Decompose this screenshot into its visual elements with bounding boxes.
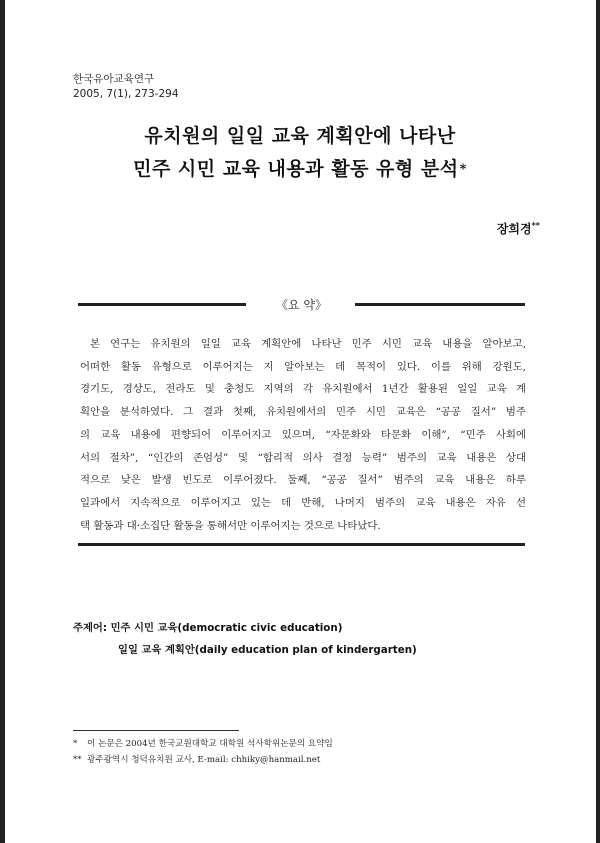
journal-citation: 2005, 7(1), 273-294 <box>73 88 179 100</box>
footnote <box>73 737 333 753</box>
title-line-2-text: 민주 시민 교육 내용과 활동 유형 분석 <box>133 158 459 180</box>
footnote-mark: ** <box>73 754 82 765</box>
title-footnote-mark: * <box>459 162 467 177</box>
footnote-rule <box>73 730 239 731</box>
keyword-1: 민주 시민 교육(democratic civic education) <box>110 622 343 634</box>
abstract-body <box>80 333 526 537</box>
abstract-line: 어떠한 활동 유형으로 이루어지는 지 알아보는 데 목적이 있다. 이를 위해 강원도, <box>80 360 526 373</box>
keywords <box>73 617 417 661</box>
keyword-2: 일일 교육 계획안(daily education plan of kindergarten) <box>118 644 417 656</box>
abstract-heading <box>78 296 525 312</box>
abstract-line: 택 활동과 대·소집단 활동을 통해서만 이루어지는 것으로 나타났다. <box>80 519 381 532</box>
journal-header <box>73 72 179 102</box>
title-line-1: 유치원의 일일 교육 계획안에 나타난 <box>144 125 456 147</box>
abstract-line: 적으로 낮은 발생 빈도로 이루어졌다. 둘째, “공공 질서” 범주의 교육 내용은 하루 <box>80 474 526 487</box>
abstract-heading-label: 《요 약》 <box>276 298 327 312</box>
author-footnote-mark: ** <box>531 220 540 230</box>
paper-title <box>0 120 600 186</box>
journal-name: 한국유아교육연구 <box>73 73 155 85</box>
abstract-bottom-rule <box>78 543 525 546</box>
keywords-label: 주제어: <box>73 622 107 634</box>
abstract-line: 일과에서 지속적으로 이루어지고 있는 데 반해, 나머지 범주의 교육 내용은 자유 선 <box>80 496 526 509</box>
title-line-2 <box>0 153 600 186</box>
author-name: 장희경 <box>496 222 532 236</box>
footnote-mark: * <box>73 739 78 749</box>
footnote-text: 광주광역시 청덕유치원 교사, E-mail: chhiky@hanmail.net <box>87 754 321 765</box>
abstract-line: 획안을 분석하였다. 그 결과 첫째, 유치원에서의 민주 시민 교육은 “공공 질서” 범주 <box>80 406 526 419</box>
footnote <box>73 753 333 769</box>
abstract-line: 경기도, 경상도, 전라도 및 충청도 지역의 각 유치원에서 1년간 활용된 일일 교육 계 <box>80 383 526 396</box>
keywords-row-1 <box>73 617 417 639</box>
abstract-line: 서의 절차”, “인간의 존엄성” 및 “합리적 의사 결정 능력” 범주의 교육 내용은 상대 <box>80 451 526 464</box>
author <box>497 220 540 237</box>
abstract-line: 의 교육 내용에 편향되어 이루어지고 있으며, “자문화와 타문화 이해”, “민주 사회에 <box>80 428 526 441</box>
footnote-text: 이 논문은 2004년 한국교원대학교 대학원 석사학위논문의 요약임 <box>87 739 333 749</box>
abstract-line: 본 연구는 유치원의 일일 교육 계획안에 나타난 민주 시민 교육 내용을 알아보고, <box>90 338 526 350</box>
abstract-rule-right <box>355 303 525 306</box>
footnotes <box>73 737 333 768</box>
